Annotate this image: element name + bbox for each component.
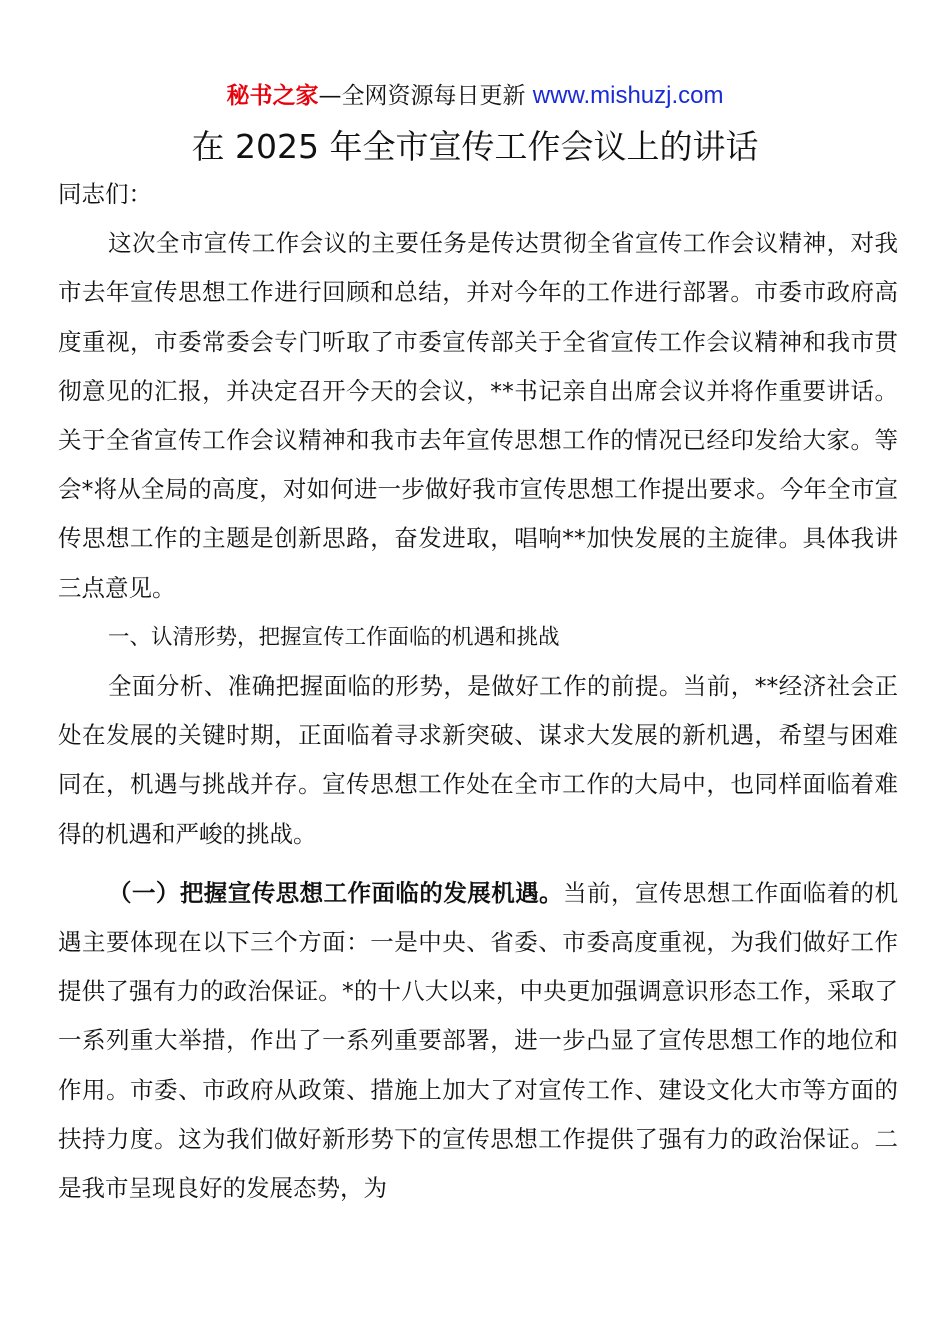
site-url[interactable]: www.mishuzj.com (532, 82, 724, 109)
paragraph-opportunities-text: 当前，宣传思想工作面临着的机遇主要体现在以下三个方面：一是中央、省委、市委高度重视，为我们做好工作提供了强有力的政治保证。*的十八大以来，中央更加强调意识形态工作，采取了一系列重大举措，作出了一系列重要部署，进一步凸显了宣传思想工作的地位和作用。市委、市政府从政策、措施上加大了对宣传工作、建设文化大市等方面的扶持力度。这为我们做好新形势下的宣传思想工作提供了强有力的政治保证。二是我市呈现良好的发展态势，为 (58, 878, 898, 1203)
subsection-heading-1: （一）把握宣传思想工作面临的发展机遇。 (108, 878, 564, 907)
site-header (0, 80, 950, 112)
header-tagline: —全网资源每日更新 (318, 83, 526, 109)
paragraph-gap (58, 859, 898, 869)
paragraph-opportunities (58, 869, 898, 1213)
document-body (58, 170, 898, 1213)
paragraph-intro: 这次全市宣传工作会议的主要任务是传达贯彻全省宣传工作会议精神，对我市去年宣传思想工作进行回顾和总结，并对今年的工作进行部署。市委市政府高度重视，市委常委会专门听取了市委宣传部关于全省宣传工作会议精神和我市贯彻意见的汇报，并决定召开今天的会议，**书记亲自出席会议并将作重要讲话。关于全省宣传工作会议精神和我市去年宣传思想工作的情况已经印发给大家。等会*将从全局的高度，对如何进一步做好我市宣传思想工作提出要求。今年全市宣传思想工作的主题是创新思路，奋发进取，唱响**加快发展的主旋律。具体我讲三点意见。 (58, 229, 898, 602)
paragraph-situation: 全面分析、准确把握面临的形势，是做好工作的前提。当前，**经济社会正处在发展的关键时期，正面临着寻求新突破、谋求大发展的新机遇，希望与困难同在，机遇与挑战并存。宣传思想工作处在全市工作的大局中，也同样面临着难得的机遇和严峻的挑战。 (58, 672, 898, 848)
brand-name: 秘书之家 (226, 83, 319, 109)
salutation: 同志们： (58, 180, 152, 208)
document-title: 在 2025 年全市宣传工作会议上的讲话 (191, 127, 759, 166)
section-heading-1: 一、认清形势，把握宣传工作面临的机遇和挑战 (108, 624, 560, 650)
